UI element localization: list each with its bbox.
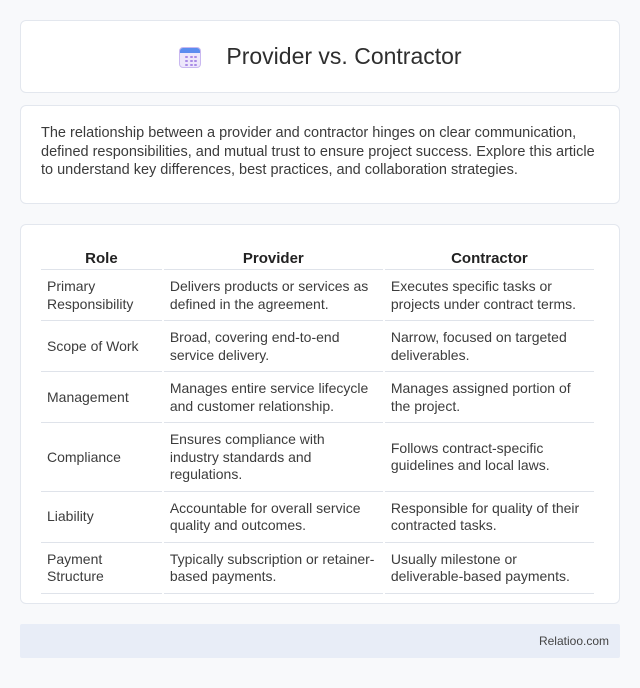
- provider-cell: Manages entire service lifecycle and customer relationship.: [164, 372, 383, 423]
- footer: [20, 624, 620, 658]
- table-row: [41, 372, 594, 423]
- contractor-cell: Manages assigned portion of the project.: [385, 372, 594, 423]
- table-row: [41, 270, 594, 321]
- contractor-cell: Usually milestone or deliverable-based payments.: [385, 543, 594, 594]
- provider-cell: Typically subscription or retainer-based payments.: [164, 543, 383, 594]
- contractor-cell: Responsible for quality of their contracted tasks.: [385, 492, 594, 543]
- table-header-row: [41, 245, 594, 270]
- row-label: Payment Structure: [41, 543, 162, 594]
- column-header-provider: Provider: [164, 245, 383, 270]
- table-row: [41, 492, 594, 543]
- provider-cell: Accountable for overall service quality and outcomes.: [164, 492, 383, 543]
- page-title: Provider vs. Contractor: [226, 43, 462, 69]
- row-label: Compliance: [41, 423, 162, 492]
- table-row: [41, 321, 594, 372]
- row-label: Primary Responsibility: [41, 270, 162, 321]
- contractor-cell: Executes specific tasks or projects under contract terms.: [385, 270, 594, 321]
- comparison-card: [20, 224, 620, 604]
- intro-card: [20, 105, 620, 204]
- title-wrap: [178, 43, 461, 70]
- table-row: [41, 423, 594, 492]
- calendar-icon: [178, 44, 204, 70]
- column-header-contractor: Contractor: [385, 245, 594, 270]
- provider-cell: Broad, covering end-to-end service delivery.: [164, 321, 383, 372]
- footer-brand[interactable]: Relatioo.com: [538, 634, 609, 648]
- provider-cell: Delivers products or services as defined in the agreement.: [164, 270, 383, 321]
- table-row: [41, 543, 594, 594]
- row-label: Management: [41, 372, 162, 423]
- comparison-table: [39, 245, 596, 594]
- intro-text: The relationship between a provider and contractor hinges on clear communication, defined responsibilities, and mutual trust to ensure project success. Explore this article to understand key differences, best practices, and collaboration strategies.: [41, 125, 595, 178]
- column-header-role: Role: [41, 245, 162, 270]
- contractor-cell: Follows contract-specific guidelines and local laws.: [385, 423, 594, 492]
- row-label: Scope of Work: [41, 321, 162, 372]
- contractor-cell: Narrow, focused on targeted deliverables.: [385, 321, 594, 372]
- row-label: Liability: [41, 492, 162, 543]
- provider-cell: Ensures compliance with industry standards and regulations.: [164, 423, 383, 492]
- title-card: [20, 20, 620, 93]
